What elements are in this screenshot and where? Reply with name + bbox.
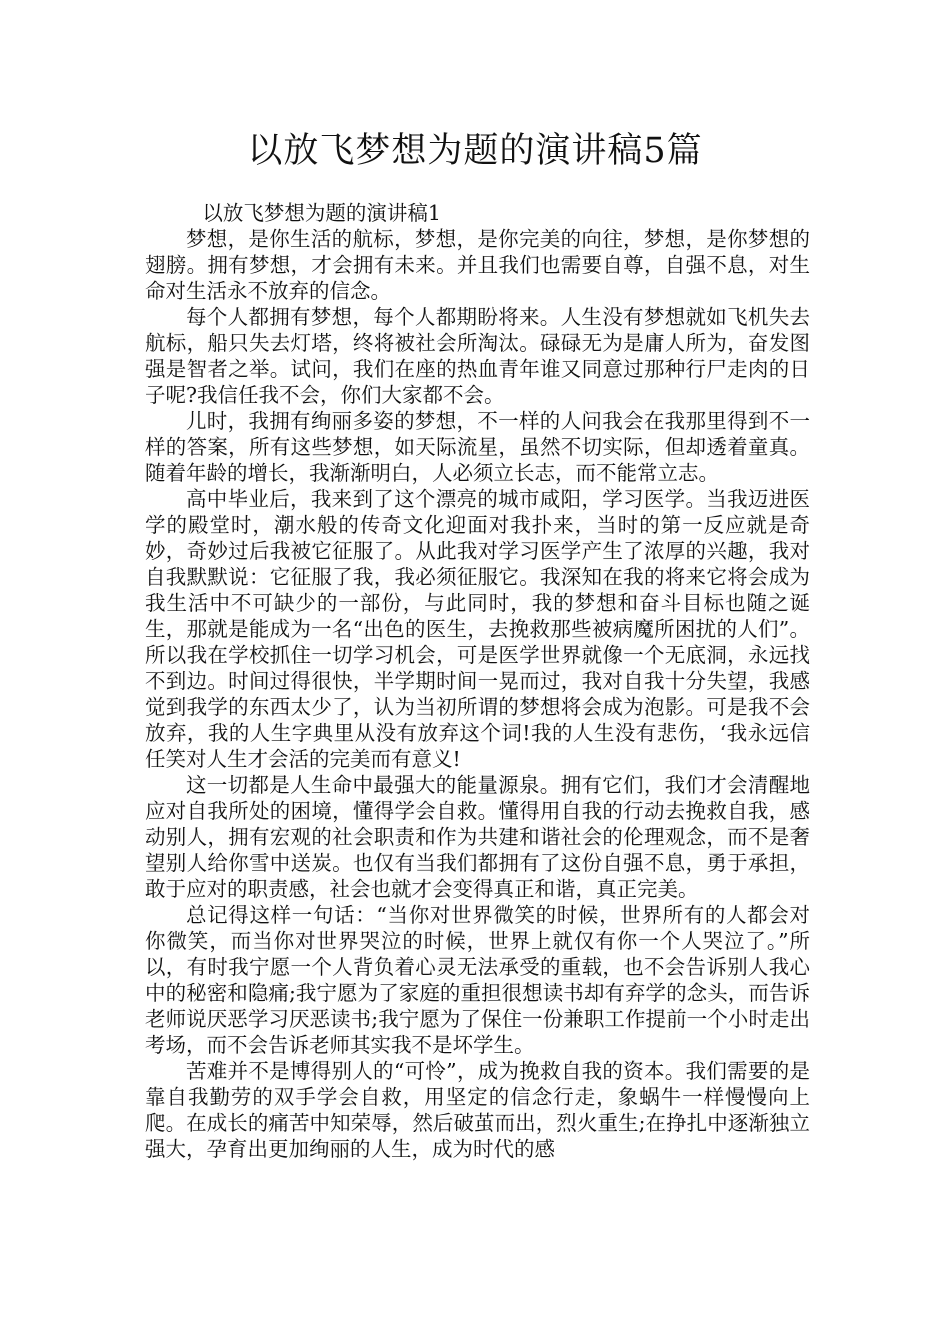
paragraph: 总记得这样一句话：“当你对世界微笑的时候，世界所有的人都会对你微笑，而当你对世界哭泣的时候，世界上就仅有你一个人哭泣了。”所以，有时我宁愿一个人背负着心灵无法承受的重载，也不会告诉别人我心中的秘密和隐痛;我宁愿为了家庭的重担很想读书却有弃学的念头，而告诉老师说厌恶学习厌恶读书;我宁愿为了保住一份兼职工作提前一个小时走出考场，而不会告诉老师其实我不是坏学生。 [145,903,810,1057]
paragraph: 儿时，我拥有绚丽多姿的梦想，不一样的人问我会在我那里得到不一样的答案，所有这些梦想，如天际流星，虽然不切实际，但却透着童真。随着年龄的增长，我渐渐明白，人必须立长志，而不能常立志。 [145,409,810,485]
section-heading: 以放飞梦想为题的演讲稿1 [202,201,441,225]
paragraph: 每个人都拥有梦想，每个人都期盼将来。人生没有梦想就如飞机失去航标，船只失去灯塔，终将被社会所淘汰。碌碌无为是庸人所为，奋发图强是智者之举。试问，我们在座的热血青年谁又同意过那种行尸走肉的日子呢?我信任我不会，你们大家都不会。 [145,305,810,407]
paragraph: 这一切都是人生命中最强大的能量源泉。拥有它们，我们才会清醒地应对自我所处的困境，懂得学会自救。懂得用自我的行动去挽救自我，感动别人，拥有宏观的社会职责和作为共建和谐社会的伦理观念，而不是奢望别人给你雪中送炭。也仅有当我们都拥有了这份自强不息，勇于承担，敢于应对的职责感，社会也就才会变得真正和谐，真正完美。 [145,773,810,901]
paragraph: 高中毕业后，我来到了这个漂亮的城市咸阳，学习医学。当我迈进医学的殿堂时，潮水般的传奇文化迎面对我扑来，当时的第一反应就是奇妙，奇妙过后我被它征服了。从此我对学习医学产生了浓厚的兴趣，我对自我默默说：它征服了我，我必须征服它。我深知在我的将来它将会成为我生活中不可缺少的一部份，与此同时，我的梦想和奋斗目标也随之诞生，那就是能成为一名“出色的医生，去挽救那些被病魔所困扰的人们”。所以我在学校抓住一切学习机会，可是医学世界就像一个无底洞，永远找不到边。时间过得很快，半学期时间一晃而过，我对自我十分失望，我感觉到我学的东西太少了，认为当初所谓的梦想将会成为泡影。可是我不会放弃，我的人生字典里从没有放弃这个词!我的人生没有悲伤，‘我永远信任笑对人生才会活的完美而有意义! [145,487,810,771]
paragraph: 梦想，是你生活的航标，梦想，是你完美的向往，梦想，是你梦想的翅膀。拥有梦想，才会拥有未来。并且我们也需要自尊，自强不息，对生命对生活永不放弃的信念。 [145,227,810,303]
paragraph: 苦难并不是博得别人的“可怜”，成为挽救自我的资本。我们需要的是靠自我勤劳的双手学会自救，用坚定的信念行走，象蜗牛一样慢慢向上爬。在成长的痛苦中知荣辱，然后破茧而出，烈火重生;在挣扎中逐渐独立强大，孕育出更加绚丽的人生，成为时代的感 [145,1059,810,1161]
page-title: 以放飞梦想为题的演讲稿5篇 [247,131,703,171]
document-body [145,200,810,1162]
